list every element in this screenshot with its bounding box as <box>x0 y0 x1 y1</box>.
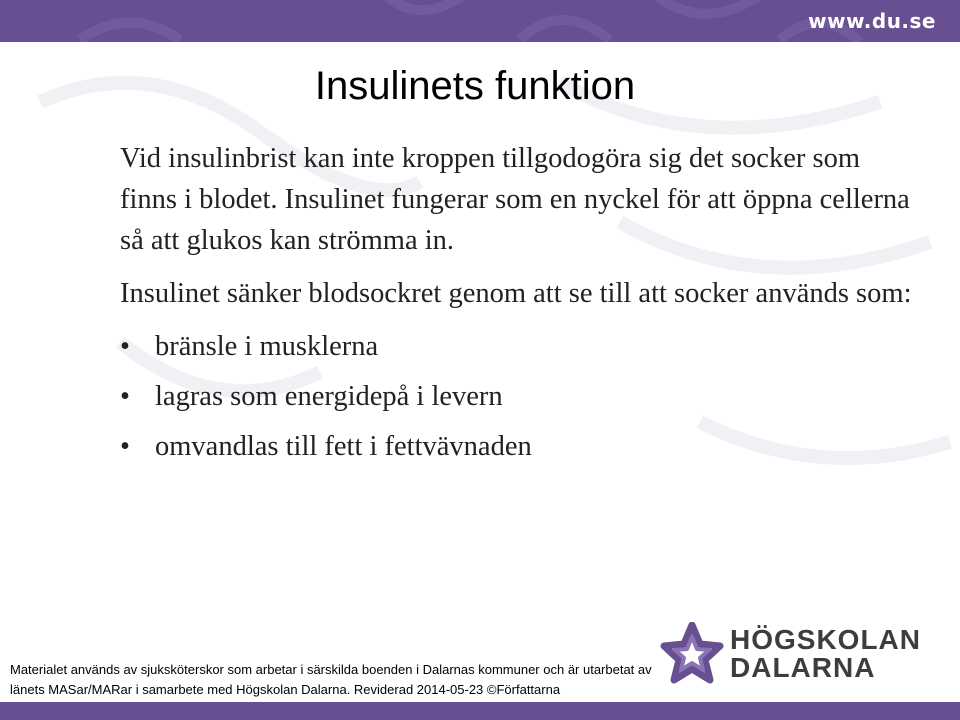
bullet-text: bränsle i musklerna <box>155 331 379 362</box>
footer-line: Materialet används av sjuksköterskor som arbetar i särskilda boenden i Dalarnas kommuner och är utarbetat av <box>10 662 652 677</box>
bullet-item <box>120 426 920 467</box>
paragraph-insulin-deficiency: Vid insulinbrist kan inte kroppen tillgodogöra sig det socker som finns i blodet. Insulinet fungerar som en nyckel för att öppna cellerna så att glukos kan strömma in. <box>120 143 910 256</box>
header-band <box>0 0 960 42</box>
slide-body <box>120 138 920 476</box>
slide-title: Insulinets funktion <box>314 64 636 108</box>
footer-band <box>0 702 960 720</box>
paragraph-insulin-effect: Insulinet sänker blodsockret genom att se till att socker används som: <box>120 278 912 309</box>
bullet-dot: • <box>120 331 130 362</box>
bullet-dot: • <box>120 431 130 462</box>
bullet-dot: • <box>120 381 130 412</box>
university-logo <box>660 622 935 684</box>
bullet-item <box>120 326 920 367</box>
star-emblem-icon <box>660 622 724 684</box>
bullet-item <box>120 376 920 417</box>
footer-line: länets MASar/MARar i samarbete med Högskolan Dalarna. Reviderad 2014-05-23 ©Författarna <box>10 682 561 697</box>
bullet-text: omvandlas till fett i fettvävnaden <box>155 431 532 462</box>
logo-text-line1: HÖGSKOLAN <box>730 624 921 655</box>
bullet-list <box>120 326 920 467</box>
logo-text-line2: DALARNA <box>730 652 876 683</box>
bullet-text: lagras som energidepå i levern <box>155 381 503 412</box>
slide-title-container <box>0 64 960 109</box>
site-url[interactable]: www.du.se <box>808 9 936 33</box>
footer-credits <box>10 660 652 700</box>
